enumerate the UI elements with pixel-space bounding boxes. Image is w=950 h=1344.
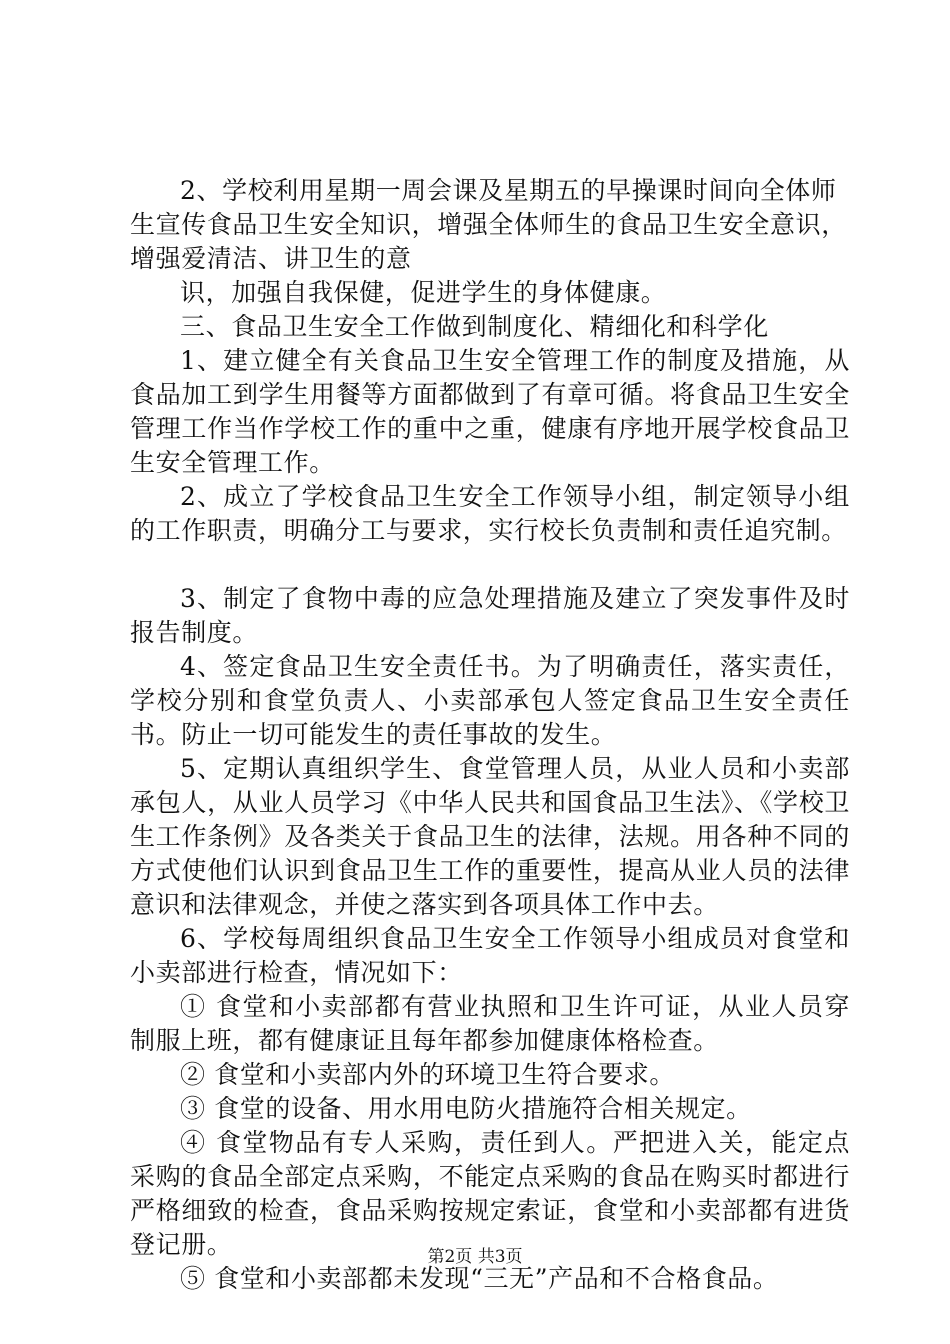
paragraph-3-4: 4、签定食品卫生安全责任书。为了明确责任，落实责任，学校分别和食堂负责人、小卖部承包人签定食品卫生安全责任书。防止一切可能发生的责任事故的发生。 — [130, 652, 850, 749]
list-item-1: ① 食堂和小卖部都有营业执照和卫生许可证，从业人员穿制服上班，都有健康证且每年都参加健康体格检查。 — [130, 992, 850, 1055]
paragraph-3-5: 5、定期认真组织学生、食堂管理人员，从业人员和小卖部承包人，从业人员学习《中华人民共和国食品卫生法》、《学校卫生工作条例》及各类关于食品卫生的法律，法规。用各种不同的方式使他们认识到食品卫生工作的重要性，提高从业人员的法律意识和法律观念，并使之落实到各项具体工作中去。 — [130, 754, 850, 919]
paragraph-3-3: 3、制定了食物中毒的应急处理措施及建立了突发事件及时报告制度。 — [130, 584, 850, 647]
paragraph-2: 2、学校利用星期一周会课及星期五的早操课时间向全体师生宣传食品卫生安全知识，增强全体师生的食品卫生安全意识，增强爱清洁、讲卫生的意 — [130, 176, 847, 273]
list-item-2: ② 食堂和小卖部内外的环境卫生符合要求。 — [180, 1060, 675, 1089]
list-item-3: ③ 食堂的设备、用水用电防火措施符合相关规定。 — [180, 1094, 752, 1123]
paragraph-3-1: 1、建立健全有关食品卫生安全管理工作的制度及措施，从食品加工到学生用餐等方面都做到了有章可循。将食品卫生安全管理工作当作学校工作的重中之重，健康有序地开展学校食品卫生安全管理工作。 — [130, 346, 850, 477]
blank-line — [130, 548, 850, 582]
document-body — [130, 174, 850, 1296]
list-item-5: ⑤ 食堂和小卖部都未发现“三无”产品和不合格食品。 — [180, 1264, 779, 1293]
list-item-4: ④ 食堂物品有专人采购，责任到人。严把进入关，能定点采购的食品全部定点采购，不能定点采购的食品在购买时都进行严格细致的检查，食品采购按规定索证，食堂和小卖部都有进货登记册。 — [130, 1128, 850, 1259]
page-number-footer: 第2页 共3页 — [427, 1247, 523, 1267]
paragraph-3-2: 2、成立了学校食品卫生安全工作领导小组，制定领导小组的工作职责，明确分工与要求，实行校长负责制和责任追究制。 — [130, 482, 850, 545]
section-heading-3: 三、食品卫生安全工作做到制度化、精细化和科学化 — [180, 312, 769, 341]
paragraph-continuation: 识，加强自我保健，促进学生的身体健康。 — [180, 278, 667, 307]
paragraph-3-6: 6、学校每周组织食品卫生安全工作领导小组成员对食堂和小卖部进行检查，情况如下： — [130, 924, 850, 987]
